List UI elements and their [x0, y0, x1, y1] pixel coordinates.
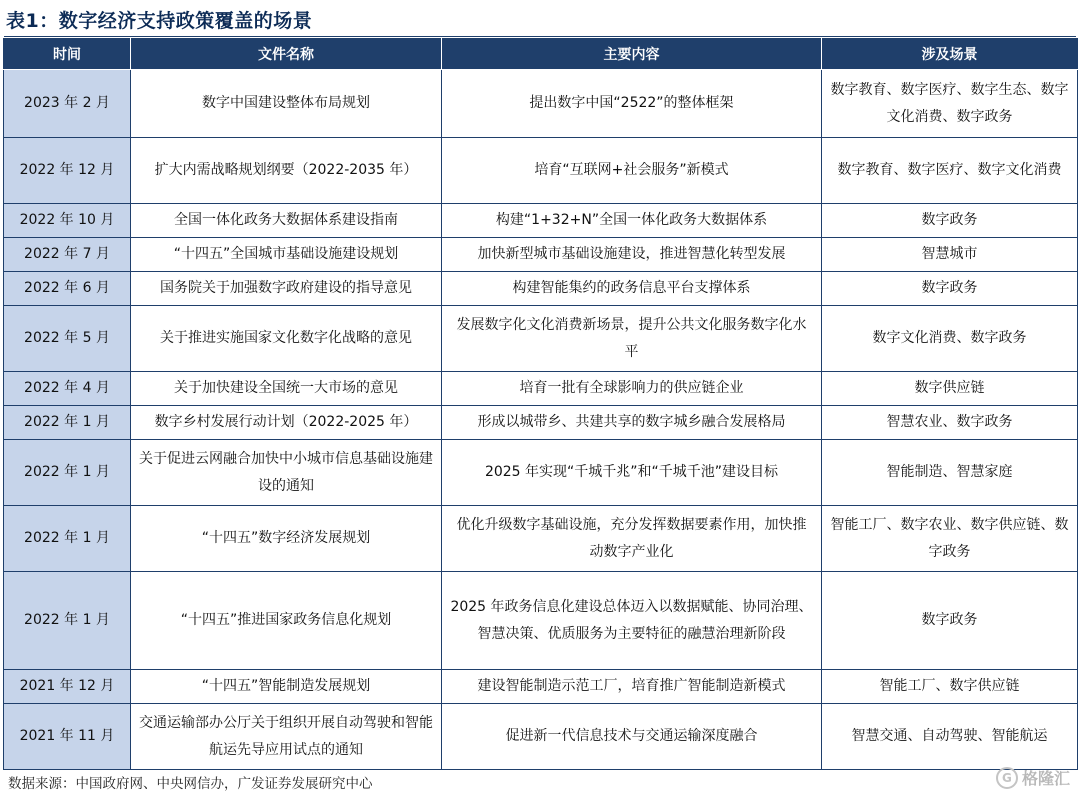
cell-doc: 全国一体化政务大数据体系建设指南	[131, 204, 442, 238]
table-row	[4, 238, 1078, 272]
cell-doc: 数字乡村发展行动计划（2022-2025 年）	[131, 406, 442, 440]
cell-scene: 智慧城市	[822, 238, 1078, 272]
source-note: 数据来源：中国政府网、中央网信办，广发证券发展研究中心	[8, 776, 373, 792]
cell-content: 形成以城带乡、共建共享的数字城乡融合发展格局	[442, 406, 822, 440]
table-row	[4, 704, 1078, 770]
header-time: 时间	[4, 39, 131, 70]
table-row	[4, 670, 1078, 704]
cell-time: 2023 年 2 月	[4, 70, 131, 138]
cell-content: 优化升级数字基础设施，充分发挥数据要素作用，加快推动数字产业化	[442, 506, 822, 572]
table-row	[4, 572, 1078, 670]
cell-content: 发展数字化文化消费新场景，提升公共文化服务数字化水平	[442, 306, 822, 372]
cell-content: 加快新型城市基础设施建设，推进智慧化转型发展	[442, 238, 822, 272]
cell-doc: “十四五”推进国家政务信息化规划	[131, 572, 442, 670]
cell-doc: 交通运输部办公厅关于组织开展自动驾驶和智能航运先导应用试点的通知	[131, 704, 442, 770]
cell-time: 2022 年 6 月	[4, 272, 131, 306]
cell-content: 培育“互联网+社会服务”新模式	[442, 138, 822, 204]
cell-time: 2021 年 11 月	[4, 704, 131, 770]
title-rule	[4, 36, 1076, 37]
cell-time: 2022 年 7 月	[4, 238, 131, 272]
cell-scene: 数字文化消费、数字政务	[822, 306, 1078, 372]
table-row	[4, 204, 1078, 238]
header-main-content: 主要内容	[442, 39, 822, 70]
cell-scene: 智能制造、智慧家庭	[822, 440, 1078, 506]
cell-scene: 智能工厂、数字供应链	[822, 670, 1078, 704]
cell-scene: 数字教育、数字医疗、数字文化消费	[822, 138, 1078, 204]
table-row	[4, 272, 1078, 306]
cell-time: 2022 年 4 月	[4, 372, 131, 406]
cell-scene: 数字政务	[822, 204, 1078, 238]
cell-scene: 数字政务	[822, 272, 1078, 306]
cell-doc: 关于促进云网融合加快中小城市信息基础设施建设的通知	[131, 440, 442, 506]
table-header-row	[4, 39, 1078, 70]
table-row	[4, 138, 1078, 204]
cell-scene: 数字政务	[822, 572, 1078, 670]
policy-table	[3, 38, 1078, 770]
table-row	[4, 440, 1078, 506]
cell-time: 2022 年 1 月	[4, 440, 131, 506]
cell-time: 2022 年 1 月	[4, 506, 131, 572]
cell-doc: 数字中国建设整体布局规划	[131, 70, 442, 138]
cell-doc: 关于加快建设全国统一大市场的意见	[131, 372, 442, 406]
watermark-logo-icon: G	[996, 767, 1018, 789]
table-row	[4, 372, 1078, 406]
table-row	[4, 306, 1078, 372]
cell-scene: 智慧农业、数字政务	[822, 406, 1078, 440]
cell-doc: 国务院关于加强数字政府建设的指导意见	[131, 272, 442, 306]
cell-content: 促进新一代信息技术与交通运输深度融合	[442, 704, 822, 770]
cell-doc: 扩大内需战略规划纲要（2022-2035 年）	[131, 138, 442, 204]
cell-scene: 数字教育、数字医疗、数字生态、数字文化消费、数字政务	[822, 70, 1078, 138]
table-row	[4, 506, 1078, 572]
cell-time: 2022 年 1 月	[4, 406, 131, 440]
cell-content: 培育一批有全球影响力的供应链企业	[442, 372, 822, 406]
table-row	[4, 70, 1078, 138]
cell-content: 构建智能集约的政务信息平台支撑体系	[442, 272, 822, 306]
watermark-text: 格隆汇	[1021, 769, 1070, 788]
cell-doc: 关于推进实施国家文化数字化战略的意见	[131, 306, 442, 372]
cell-scene: 智慧交通、自动驾驶、智能航运	[822, 704, 1078, 770]
cell-content: 2025 年政务信息化建设总体迈入以数据赋能、协同治理、智慧决策、优质服务为主要特征的融慧治理新阶段	[442, 572, 822, 670]
watermark	[996, 766, 1070, 789]
cell-doc: “十四五”全国城市基础设施建设规划	[131, 238, 442, 272]
cell-time: 2022 年 1 月	[4, 572, 131, 670]
cell-time: 2022 年 5 月	[4, 306, 131, 372]
cell-content: 2025 年实现“千城千兆”和“千城千池”建设目标	[442, 440, 822, 506]
table-title: 表1：数字经济支持政策覆盖的场景	[6, 10, 313, 32]
cell-doc: “十四五”数字经济发展规划	[131, 506, 442, 572]
cell-scene: 数字供应链	[822, 372, 1078, 406]
cell-scene: 智能工厂、数字农业、数字供应链、数字政务	[822, 506, 1078, 572]
cell-time: 2022 年 12 月	[4, 138, 131, 204]
cell-time: 2022 年 10 月	[4, 204, 131, 238]
cell-time: 2021 年 12 月	[4, 670, 131, 704]
table-row	[4, 406, 1078, 440]
cell-content: 构建“1+32+N”全国一体化政务大数据体系	[442, 204, 822, 238]
header-doc-name: 文件名称	[131, 39, 442, 70]
cell-content: 建设智能制造示范工厂，培育推广智能制造新模式	[442, 670, 822, 704]
cell-content: 提出数字中国“2522”的整体框架	[442, 70, 822, 138]
header-scenes: 涉及场景	[822, 39, 1078, 70]
cell-doc: “十四五”智能制造发展规划	[131, 670, 442, 704]
